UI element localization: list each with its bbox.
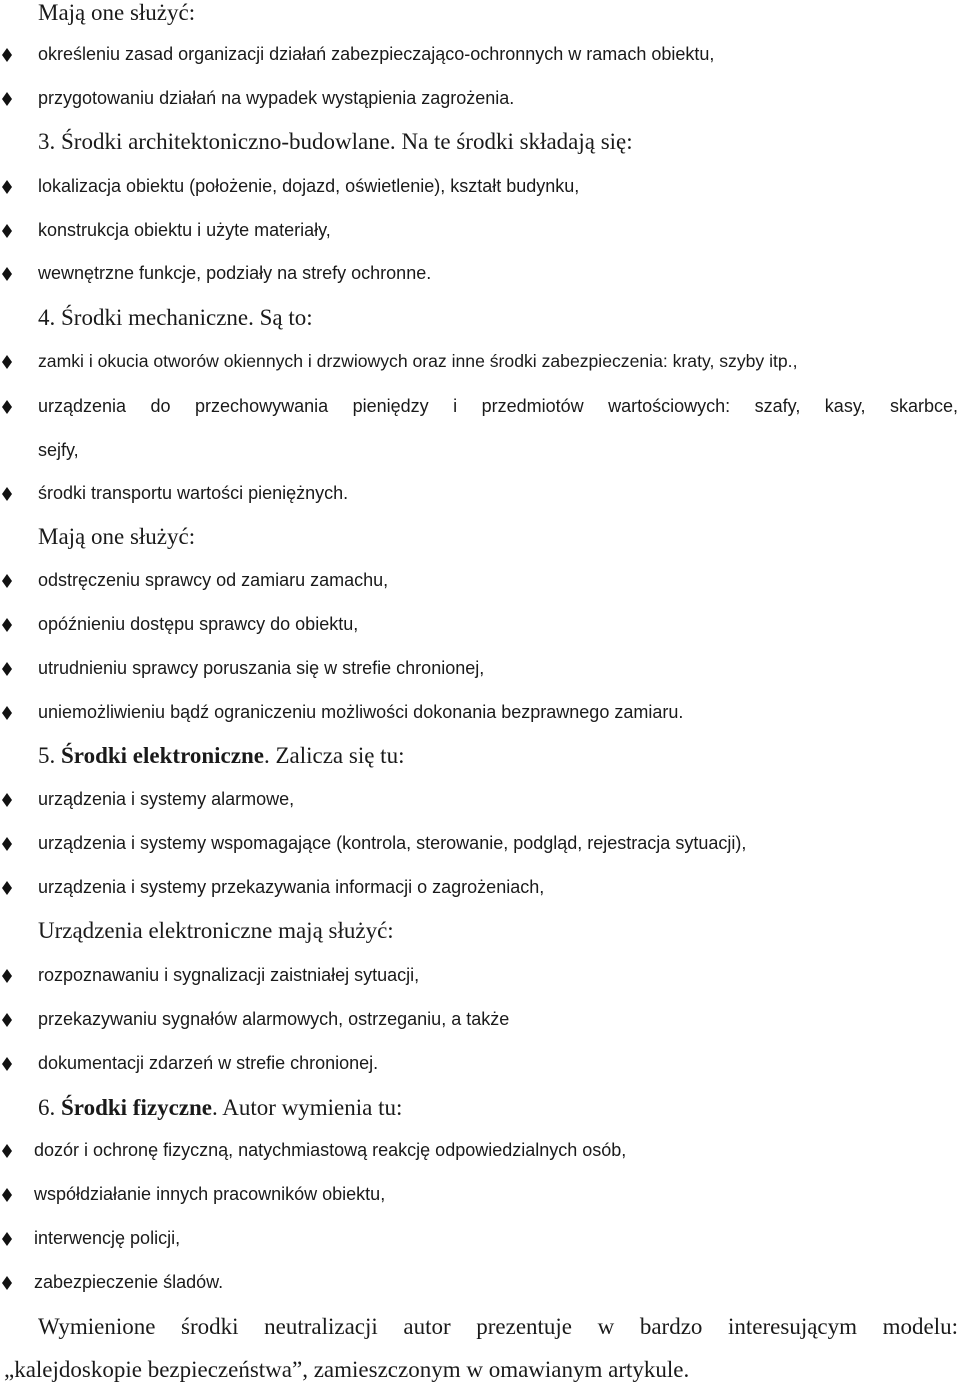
section-4-heading: [38, 305, 313, 331]
section-3-intro: Na te środki składają się:: [395, 129, 633, 154]
diamond-bullet-icon: [2, 48, 12, 62]
diamond-bullet-icon: [2, 355, 12, 369]
diamond-bullet-icon: [2, 574, 12, 588]
section-5-heading: [38, 743, 404, 769]
list-item-text: opóźnieniu dostępu sprawcy do obiektu,: [38, 614, 359, 634]
closing-paragraph-line-2: „kalejdoskopie bezpieczeństwa”, zamieszczonym w omawianym artykule.: [4, 1357, 690, 1382]
list-item-text: odstręczeniu sprawcy od zamiaru zamachu,: [38, 570, 389, 590]
diamond-bullet-icon: [2, 1276, 12, 1290]
list-item-text: interwencję policji,: [34, 1228, 181, 1248]
list-item-text: współdziałanie innych pracowników obiektu,: [34, 1184, 386, 1204]
list-item-text: środki transportu wartości pieniężnych.: [38, 483, 349, 503]
diamond-bullet-icon: [2, 662, 12, 676]
diamond-bullet-icon: [2, 837, 12, 851]
diamond-bullet-icon: [2, 1057, 12, 1071]
section-5-intro: . Zalicza się tu:: [263, 743, 405, 768]
section-3-heading: [38, 129, 633, 155]
list-item-text: rozpoznawaniu i sygnalizacji zaistniałej sytuacji,: [38, 965, 420, 985]
section-6-intro: . Autor wymienia tu:: [211, 1095, 403, 1120]
diamond-bullet-icon: [2, 1144, 12, 1158]
section-5-title: Środki elektroniczne: [61, 743, 264, 768]
section-3-title: 3. Środki architektoniczno-budowlane.: [38, 129, 396, 154]
list-item-text: urządzenia do przechowywania pieniędzy i przedmiotów wartościowych: szafy, kasy, skarbce,: [38, 396, 958, 416]
diamond-bullet-icon: [2, 793, 12, 807]
list-item-text: określeniu zasad organizacji działań zabezpieczająco-ochronnych w ramach obiektu,: [38, 44, 715, 64]
list-item-text: konstrukcja obiektu i użyte materiały,: [38, 220, 331, 240]
list-item-text: lokalizacja obiektu (położenie, dojazd, oświetlenie), kształt budynku,: [38, 176, 580, 196]
section-4-title: 4. Środki mechaniczne.: [38, 305, 254, 330]
list-item-text: dokumentacji zdarzeń w strefie chronionej.: [38, 1053, 379, 1073]
list-item-text: przekazywaniu sygnałów alarmowych, ostrzeganiu, a także: [38, 1009, 510, 1029]
list-item-text: uniemożliwieniu bądź ograniczeniu możliwości dokonania bezprawnego zamiaru.: [38, 702, 684, 722]
diamond-bullet-icon: [2, 180, 12, 194]
diamond-bullet-icon: [2, 969, 12, 983]
list-item-text: dozór i ochronę fizyczną, natychmiastową reakcję odpowiedzialnych osób,: [34, 1140, 627, 1160]
diamond-bullet-icon: [2, 267, 12, 281]
diamond-bullet-icon: [2, 881, 12, 895]
list-item-text: przygotowaniu działań na wypadek wystąpienia zagrożenia.: [38, 88, 515, 108]
diamond-bullet-icon: [2, 92, 12, 106]
list-item-text: zamki i okucia otworów okiennych i drzwiowych oraz inne środki zabezpieczenia: kraty, szyby itp.,: [38, 351, 798, 371]
heading-maja-one-sluzyc-2: Mają one służyć:: [38, 524, 196, 549]
list-item-text: wewnętrzne funkcje, podziały na strefy ochronne.: [38, 263, 432, 283]
diamond-bullet-icon: [2, 487, 12, 501]
section-5-number: 5.: [38, 743, 61, 768]
diamond-bullet-icon: [2, 618, 12, 632]
diamond-bullet-icon: [2, 400, 12, 414]
list-item-text: urządzenia i systemy przekazywania informacji o zagrożeniach,: [38, 877, 545, 897]
diamond-bullet-icon: [2, 706, 12, 720]
diamond-bullet-icon: [2, 224, 12, 238]
heading-maja-one-sluzyc: Mają one służyć:: [38, 0, 196, 25]
list-item-text: urządzenia i systemy alarmowe,: [38, 789, 295, 809]
list-item-text: urządzenia i systemy wspomagające (kontrola, sterowanie, podgląd, rejestracja sytuacji),: [38, 833, 747, 853]
section-4-intro: Są to:: [253, 305, 313, 330]
diamond-bullet-icon: [2, 1188, 12, 1202]
diamond-bullet-icon: [2, 1232, 12, 1246]
list-item-text: utrudnieniu sprawcy poruszania się w strefie chronionej,: [38, 658, 485, 678]
section-6-number: 6.: [38, 1095, 61, 1120]
list-item-text: zabezpieczenie śladów.: [34, 1272, 224, 1292]
section-6-title: Środki fizyczne: [61, 1095, 212, 1120]
section-6-heading: [38, 1095, 402, 1121]
diamond-bullet-icon: [2, 1013, 12, 1027]
closing-paragraph-line-1: Wymienione środki neutralizacji autor prezentuje w bardzo interesującym modelu:: [38, 1314, 958, 1339]
heading-urzadzenia-elektroniczne: Urządzenia elektroniczne mają służyć:: [38, 918, 394, 943]
list-item-continuation: sejfy,: [38, 440, 79, 460]
